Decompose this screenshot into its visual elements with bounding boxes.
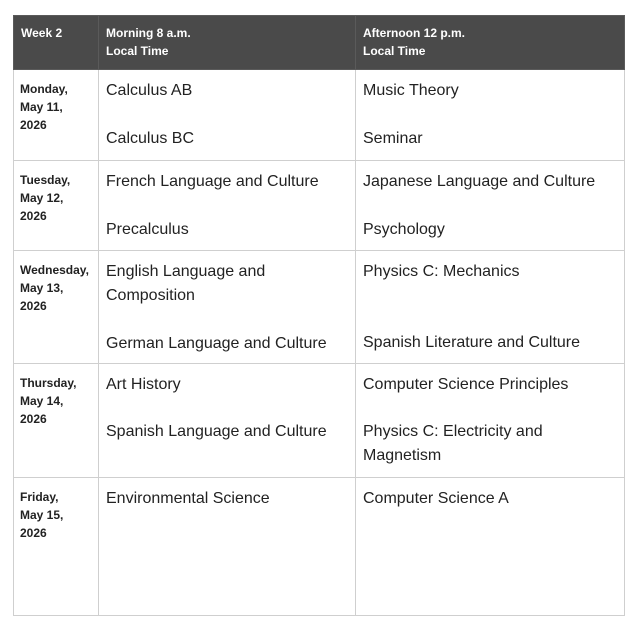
exam-item: Computer Science Principles [363,376,569,393]
header-afternoon [356,16,625,70]
header-afternoon-zone: Local Time [363,44,426,58]
exam-item: Physics C: Electricity and Magnetism [363,423,543,464]
day-date: May 11, [20,100,63,114]
table-body [14,70,625,616]
header-afternoon-time: Afternoon 12 p.m. [363,26,466,40]
exam-item: Spanish Literature and Culture [363,334,581,351]
day-date: May 15, [20,508,64,522]
day-date: May 14, [20,394,64,408]
day-cell [14,70,99,161]
day-weekday: Tuesday, [20,173,71,187]
exam-item: Precalculus [106,221,189,238]
exam-item: Spanish Language and Culture [106,423,327,440]
header-row [14,16,625,70]
exam-item: French Language and Culture [106,173,319,190]
day-weekday: Thursday, [20,376,77,390]
afternoon-cell [356,478,625,616]
day-cell [14,161,99,251]
exam-item: Physics C: Mechanics [363,263,520,280]
afternoon-cell [356,70,625,161]
exam-item: Music Theory [363,82,459,99]
afternoon-cell [356,364,625,478]
day-weekday: Friday, [20,490,59,504]
day-date: May 13, [20,281,64,295]
exam-item: Japanese Language and Culture [363,173,596,190]
day-weekday: Monday, [20,82,68,96]
morning-cell [99,70,356,161]
morning-cell [99,364,356,478]
exam-item: Seminar [363,130,423,147]
day-year: 2026 [20,299,47,313]
exam-item: Computer Science A [363,490,509,507]
header-morning-time: Morning 8 a.m. [106,26,191,40]
day-year: 2026 [20,526,47,540]
day-cell [14,251,99,364]
table-row [14,364,625,478]
table-row [14,478,625,616]
day-cell [14,364,99,478]
header-morning [99,16,356,70]
day-year: 2026 [20,412,47,426]
day-year: 2026 [20,209,47,223]
exam-item: Art History [106,376,181,393]
exam-item: German Language and Culture [106,335,327,352]
exam-item: English Language and Composition [106,263,266,304]
afternoon-cell [356,251,625,364]
header-week-label: Week 2 [21,26,63,40]
day-cell [14,478,99,616]
header-week [14,16,99,70]
header-morning-zone: Local Time [106,44,169,58]
table-row [14,161,625,251]
morning-cell [99,161,356,251]
morning-cell [99,251,356,364]
day-date: May 12, [20,191,64,205]
table-row [14,251,625,364]
morning-cell [99,478,356,616]
exam-item: Calculus BC [106,130,195,147]
exam-schedule-table [13,15,625,616]
afternoon-cell [356,161,625,251]
day-weekday: Wednesday, [20,263,89,277]
exam-item: Environmental Science [106,490,270,507]
exam-item: Calculus AB [106,82,193,99]
table-header [14,16,625,70]
table-row [14,70,625,161]
exam-item: Psychology [363,221,445,238]
day-year: 2026 [20,118,47,132]
